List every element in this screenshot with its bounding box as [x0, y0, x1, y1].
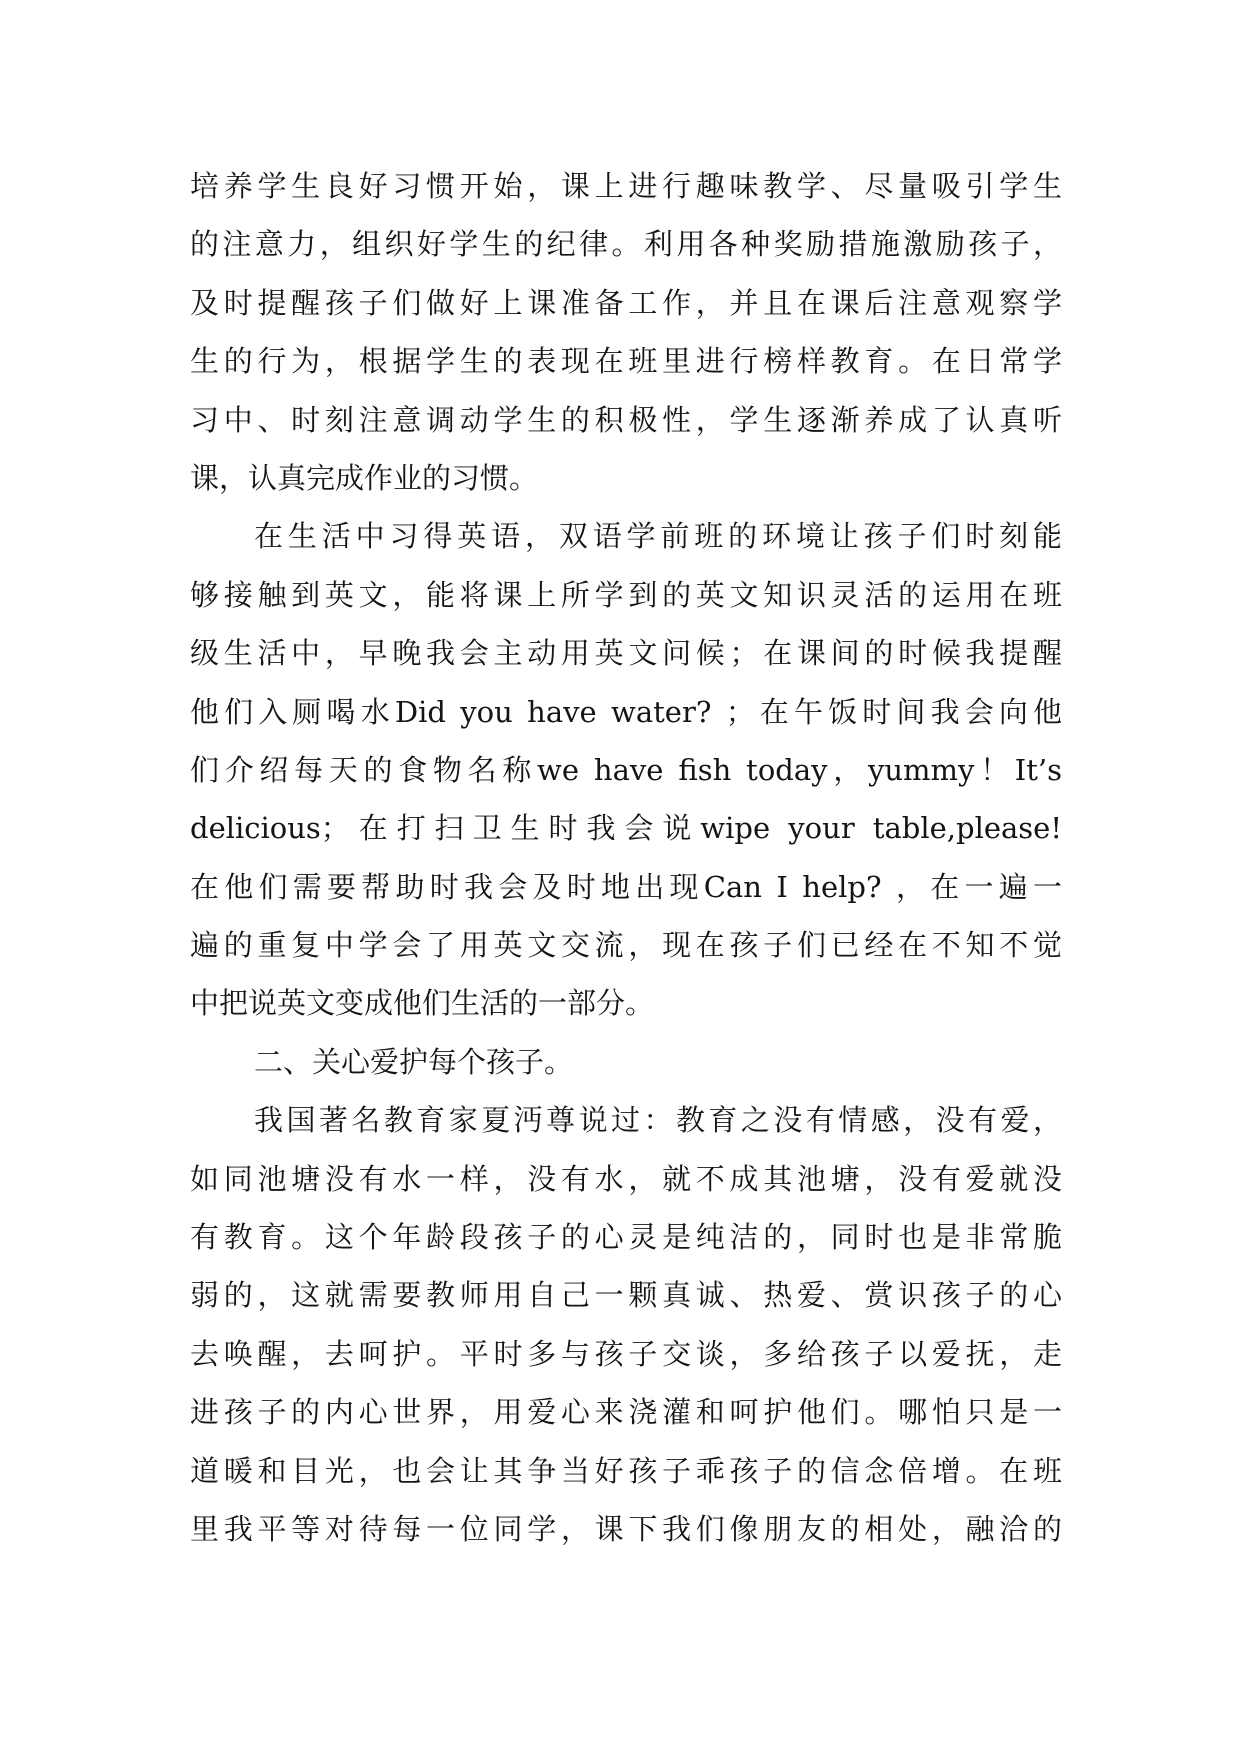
text-line-8: 够接触到英文，能将课上所学到的英文知识灵活的运用在班	[190, 577, 1062, 612]
text-line-20: 弱的，这就需要教师用自己一颗真诚、热爱、赏识孩子的心	[190, 1278, 1062, 1313]
text-line-13: 在他们需要帮助时我会及时地出现Can I help? ，在一遍一	[190, 869, 1062, 904]
text-line-5: 习中、时刻注意调动学生的积极性，学生逐渐养成了认真听	[190, 402, 1062, 437]
text-line-24: 里我平等对待每一位同学，课下我们像朋友的相处，融洽的	[190, 1511, 1062, 1546]
section-heading: 二、关心爱护每个孩子。	[254, 1044, 574, 1079]
text-line-19: 有教育。这个年龄段孩子的心灵是纯洁的，同时也是非常脆	[190, 1220, 1062, 1255]
text-line-14: 遍的重复中学会了用英文交流，现在孩子们已经在不知不觉	[190, 928, 1062, 963]
text-line-10: 他们入厕喝水Did you have water? ；在午饭时间我会向他	[190, 694, 1062, 729]
text-line-2: 的注意力，组织好学生的纪律。利用各种奖励措施激励孩子，	[190, 227, 1062, 262]
text-line-17: 我国著名教育家夏沔尊说过：教育之没有情感，没有爱，	[254, 1103, 1062, 1138]
text-line-18: 如同池塘没有水一样，没有水，就不成其池塘，没有爱就没	[190, 1161, 1062, 1196]
text-line-3: 及时提醒孩子们做好上课准备工作，并且在课后注意观察学	[190, 285, 1062, 320]
text-line-1: 培养学生良好习惯开始，课上进行趣味教学、尽量吸引学生	[190, 169, 1062, 203]
text-line-12: delicious；在打扫卫生时我会说wipe your table,please!	[190, 811, 1062, 846]
document-body	[190, 157, 1062, 1558]
text-line-23: 道暖和目光，也会让其争当好孩子乖孩子的信念倍增。在班	[190, 1453, 1062, 1488]
text-line-4: 生的行为，根据学生的表现在班里进行榜样教育。在日常学	[190, 344, 1062, 379]
text-line-7: 在生活中习得英语，双语学前班的环境让孩子们时刻能	[254, 519, 1062, 554]
text-line-11: 们介绍每天的食物名称we have fish today，yummy！It’s	[190, 752, 1062, 787]
text-line-9: 级生活中，早晚我会主动用英文问候；在课间的时候我提醒	[190, 636, 1062, 671]
text-line-15: 中把说英文变成他们生活的一部分。	[190, 986, 655, 1021]
text-line-21: 去唤醒，去呵护。平时多与孩子交谈，多给孩子以爱抚，走	[190, 1336, 1062, 1371]
text-line-22: 进孩子的内心世界，用爱心来浇灌和呵护他们。哪怕只是一	[190, 1395, 1062, 1430]
text-line-6: 课，认真完成作业的习惯。	[190, 460, 539, 495]
